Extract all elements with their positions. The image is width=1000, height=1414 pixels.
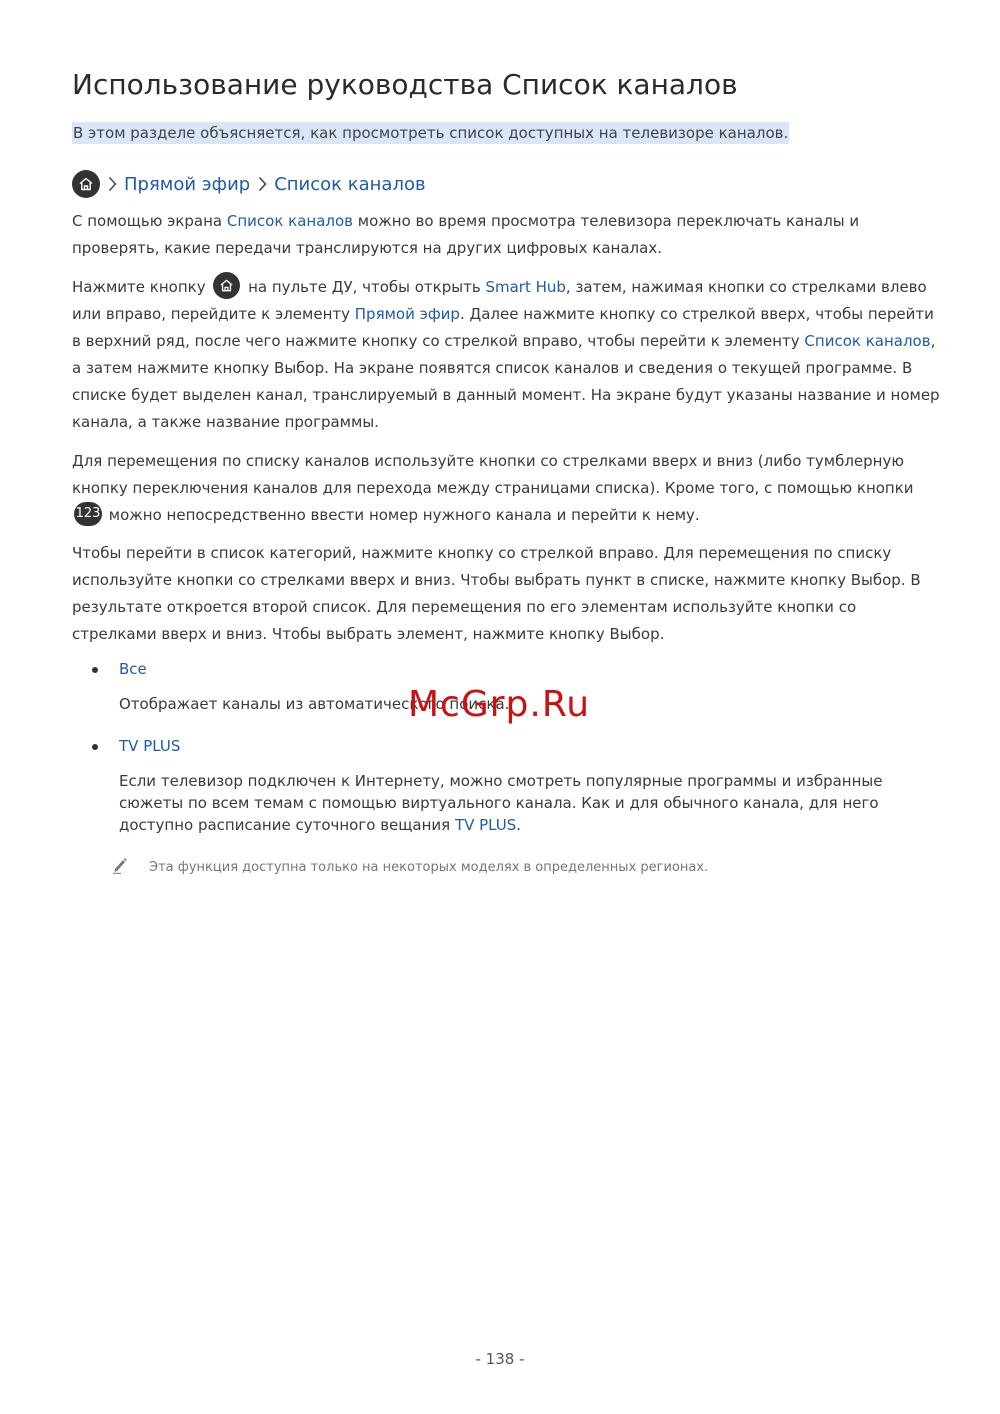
bullet-icon xyxy=(92,667,98,673)
bullet-desc-tv-plus xyxy=(119,770,939,836)
text: . xyxy=(516,816,522,834)
page-number: - 138 - xyxy=(475,1350,525,1368)
chevron-right-icon xyxy=(258,176,267,192)
text: можно непосредственно ввести номер нужного канала и перейти к нему. xyxy=(104,506,700,524)
breadcrumb-item-live-tv[interactable]: Прямой эфир xyxy=(124,173,251,195)
text: Нажмите кнопку xyxy=(72,278,211,296)
note-text: Эта функция доступна только на некоторых моделях в определенных регионах. xyxy=(149,859,709,875)
home-button-icon xyxy=(213,272,240,299)
text: . Далее нажмите кнопку со стрелкой вверх, чтобы перейти в верхний ряд, после чего нажмите кнопку со стрелкой вправо, чтобы перейти к элементу xyxy=(72,305,934,350)
paragraph-intro xyxy=(72,208,942,262)
text: на пульте ДУ, чтобы открыть xyxy=(243,278,486,296)
page-subtitle: В этом разделе объясняется, как просмотреть список доступных на телевизоре каналов. xyxy=(73,124,789,142)
bullet-title-tv-plus: TV PLUS xyxy=(119,737,181,755)
link-live-tv: Прямой эфир xyxy=(354,305,460,323)
number-button-icon: 123 xyxy=(74,502,102,526)
chevron-right-icon xyxy=(108,176,117,192)
link-smart-hub: Smart Hub xyxy=(485,278,566,296)
note xyxy=(112,856,708,878)
breadcrumb xyxy=(72,170,426,198)
home-icon xyxy=(72,170,100,198)
breadcrumb-item-channel-list[interactable]: Список каналов xyxy=(274,173,426,195)
link-tv-plus: TV PLUS xyxy=(454,816,517,834)
text: С помощью экрана xyxy=(72,212,227,230)
watermark: McGrp.Ru xyxy=(408,684,591,725)
pencil-icon xyxy=(112,856,128,878)
bullet-title-all: Все xyxy=(119,660,147,678)
link-channel-list: Список каналов xyxy=(804,332,931,350)
text: можно во время просмотра телевизора переключать каналы и проверять, какие передачи транслируются на других цифровых каналах. xyxy=(72,212,860,257)
text: , а затем нажмите кнопку Выбор. На экране появятся список каналов и сведения о текущей программе. В списке будет выделен канал, транслируемый в данный момент. На экране будут указаны название и номер канала, а также название программы. xyxy=(72,332,940,431)
paragraph-navigation xyxy=(72,448,942,529)
page-title: Использование руководства Список каналов xyxy=(72,68,738,101)
text: Если телевизор подключен к Интернету, можно смотреть популярные программы и избранные сюжеты по всем темам с помощью виртуального канала. Как и для обычного канала, для него доступно расписание суточного вещания xyxy=(119,772,883,834)
paragraph-categories: Чтобы перейти в список категорий, нажмите кнопку со стрелкой вправо. Для перемещения по списку используйте кнопки со стрелками вверх и вниз. Чтобы выбрать пункт в списке, нажмите кнопку Выбор. В результате откроется второй список. Для перемещения по его элементам используйте кнопки со стрелками вверх и вниз. Чтобы выбрать элемент, нажмите кнопку Выбор. xyxy=(72,544,921,643)
text: Для перемещения по списку каналов используйте кнопки со стрелками вверх и вниз (либо тумблерную кнопку переключения каналов для перехода между страницами списка). Кроме того, с помощью кнопки xyxy=(72,452,914,497)
bullet-desc-all: Отображает каналы из автоматического поиска. xyxy=(119,695,510,713)
text: , затем, нажимая кнопки со стрелками влево или вправо, перейдите к элементу xyxy=(72,278,927,323)
paragraph-open-list xyxy=(72,274,942,436)
bullet-icon xyxy=(92,744,98,750)
link-channel-list: Список каналов xyxy=(226,212,353,230)
